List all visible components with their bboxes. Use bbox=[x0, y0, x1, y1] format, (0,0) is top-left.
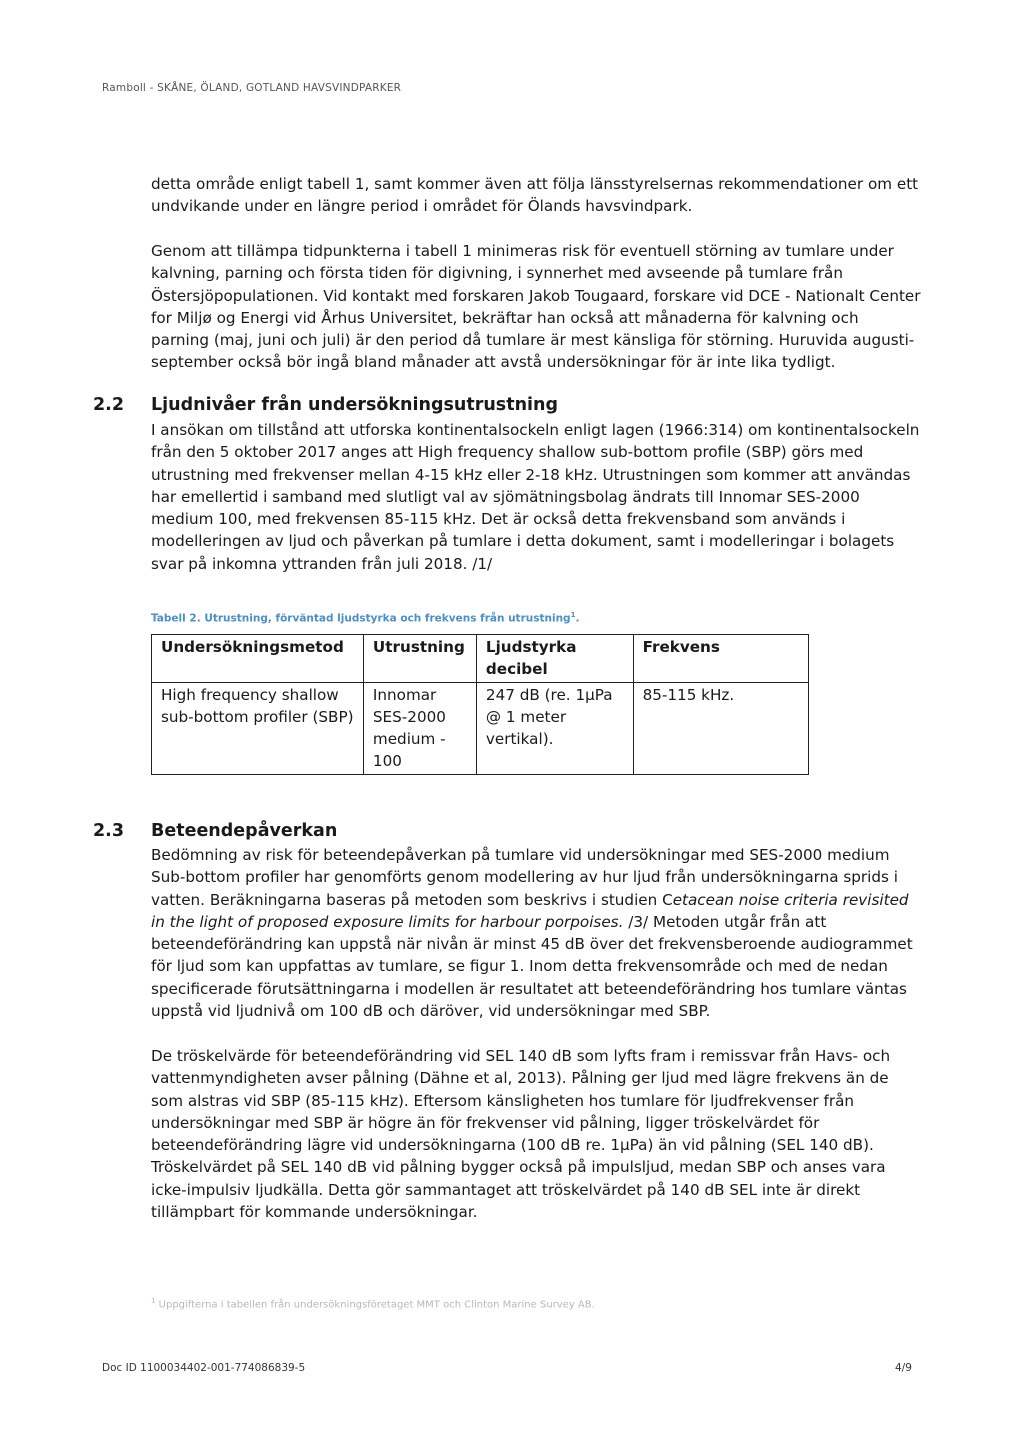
table-caption-text: Tabell 2. Utrustning, förväntad ljudstyrka och frekvens från utrustning bbox=[151, 612, 571, 625]
section-number: 2.3 bbox=[93, 821, 125, 841]
section-2-2-paragraph: I ansökan om tillstånd att utforska kontinentalsockeln enligt lagen (1966:314) om kontinentalsockeln från den 5 oktober 2017 anges att High frequency shallow sub-bottom profile (SBP) görs med utrustning med frekvenser mellan 4-15 kHz eller 2-18 kHz. Utrustningen som kommer att användas har emellertid i samband med slutligt val av sjömätningsbolag ändrats till Innomar SES-2000 medium 100, med frekvensen 85-115 kHz. Det är också detta frekvensband som används i modelleringen av ljud och påverkan på tumlare i detta dokument, samt i modelleringar i bolagets svar på inkomna yttranden från juli 2018. /1/ bbox=[151, 421, 920, 573]
table-header-cell: Undersökningsmetod bbox=[152, 635, 364, 683]
section-2-3-heading bbox=[93, 821, 337, 841]
page-number: 4/9 bbox=[895, 1362, 912, 1374]
running-header: Ramboll - SKÅNE, ÖLAND, GOTLAND HAVSVINDPARKER bbox=[102, 82, 402, 94]
intro-paragraph-2: Genom att tillämpa tidpunkterna i tabell 1 minimeras risk för eventuell störning av tumlare under kalvning, parning och första tiden för digivning, i synnerhet med avseende på tumlare från Östersjöpopulationen. Vid kontakt med forskaren Jakob Tougaard, forskare vid DCE - Nationalt Center for Miljø og Energi vid Århus Universitet, bekräftar han också att månaderna för kalvning och parning (maj, juni och juli) är den period då tumlare är mest känsliga för störning. Huruvida augusti-september också bör ingå bland månader att avstå undersökningar för är inte lika tydligt. bbox=[151, 242, 921, 372]
table-caption bbox=[151, 611, 579, 625]
section-2-3-paragraph-1 bbox=[151, 844, 921, 1022]
section-2-2-heading bbox=[93, 395, 558, 415]
equipment-table bbox=[151, 634, 809, 775]
intro-paragraph-1: detta område enligt tabell 1, samt kommer även att följa länsstyrelsernas rekommendationer om ett undvikande under en längre period i området för Ölands havsvindpark. bbox=[151, 175, 919, 216]
section-2-3-paragraph-2: De tröskelvärde för beteendeförändring vid SEL 140 dB som lyfts fram i remissvar från Havs- och vattenmyndigheten avser pålning (Dähne et al, 2013). Pålning ger ljud med lägre frekvens än de som alstras vid SBP (85-115 kHz). Eftersom känsligheten hos tumlare för ljudfrekvenser från undersökningar med SBP är högre än för frekvenser vid pålning, ligger tröskelvärdet för beteendeförändring lägre vid undersökningarna (100 dB re. 1µPa) än vid pålning (SEL 140 dB). Tröskelvärdet på SEL 140 dB vid pålning bygger också på impulsljud, medan SBP och anses vara icke-impulsiv ljudkälla. Detta gör sammantaget att tröskelvärdet på 140 dB SEL inte är direkt tillämpbart för kommande undersökningar. bbox=[151, 1047, 891, 1222]
table-header-row bbox=[152, 635, 809, 683]
study-title: etacean noise criteria revisited in the light of proposed exposure limits for harbour porpoises. bbox=[151, 890, 909, 931]
table-header-cell: Utrustning bbox=[363, 635, 476, 683]
table-row bbox=[152, 682, 809, 774]
footnote-number: 1 bbox=[151, 1297, 156, 1305]
footnote bbox=[151, 1297, 595, 1310]
doc-id: Doc ID 1100034402-001-774086839-5 bbox=[102, 1362, 306, 1374]
table-cell: High frequency shallow sub-bottom profiler (SBP) bbox=[152, 682, 364, 774]
table-cell: 247 dB (re. 1µPa @ 1 meter vertikal). bbox=[476, 682, 633, 774]
table-caption-end: . bbox=[575, 612, 580, 625]
table-cell: Innomar SES-2000 medium - 100 bbox=[363, 682, 476, 774]
footnote-text: Uppgifterna i tabellen från undersökningsföretaget MMT och Clinton Marine Survey AB. bbox=[155, 1299, 595, 1311]
paragraph-text: /3/ Metoden utgår från att beteendeförändring kan uppstå när nivån är minst 45 dB över det frekvensberoende audiogrammet för ljud som kan uppfattas av tumlare, se figur 1. Inom detta frekvensområde och med de nedan specificerade förutsättningarna i modellen är resultatet att beteendeförändring hos tumlare väntas uppstå vid ljudnivå om 100 dB och däröver, vid undersökningar med SBP. bbox=[151, 912, 913, 1021]
table-header-cell: Ljudstyrka decibel bbox=[476, 635, 633, 683]
footnote-marker: 1 bbox=[570, 611, 576, 619]
section-title: Beteendepåverkan bbox=[151, 821, 338, 841]
paragraph-text: Bedömning av risk för beteendepåverkan på tumlare vid undersökningar med SES-2000 medium Sub-bottom profiler har genomförts genom modellering av hur ljud från undersökningarna sprids i vatten. Beräkningarna baseras på metoden som beskrivs i studien C bbox=[151, 846, 898, 909]
section-number: 2.2 bbox=[93, 395, 125, 415]
table-header-cell: Frekvens bbox=[633, 635, 808, 683]
section-title: Ljudnivåer från undersökningsutrustning bbox=[151, 395, 559, 415]
table-cell: 85-115 kHz. bbox=[633, 682, 808, 774]
